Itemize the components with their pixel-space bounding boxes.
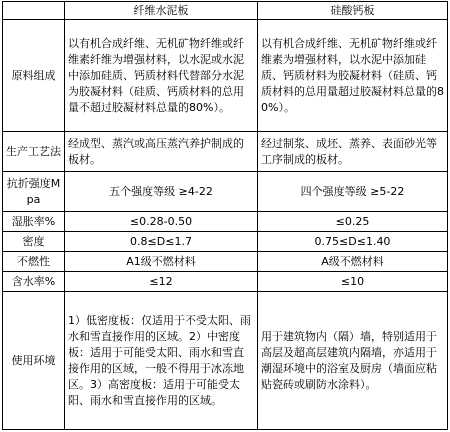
header-corner-cell <box>3 2 65 20</box>
cell-fiber-cement: 经成型、蒸汽或高压蒸汽养护制成的板材。 <box>65 132 258 172</box>
table-row-density <box>3 232 448 252</box>
cell-calcium-silicate: 0.75≤D≤1.40 <box>258 232 448 252</box>
cell-calcium-silicate: 经过制浆、成坯、蒸养、表面砂光等工序制成的板材。 <box>258 132 448 172</box>
table-row-noncombustibility <box>3 252 448 272</box>
cell-calcium-silicate: 四个强度等级 ≥5-22 <box>258 172 448 212</box>
cell-calcium-silicate: 用于建筑物内（隔）墙，特别适用于高层及超高层建筑内隔墙，亦适用于潮湿环境中的浴室及厨房（墙面应粘贴瓷砖或刷防水涂料）。 <box>258 292 448 430</box>
cell-fiber-cement: 0.8≤D≤1.7 <box>65 232 258 252</box>
cell-fiber-cement: ≤12 <box>65 272 258 292</box>
cell-fiber-cement: A1级不燃材料 <box>65 252 258 272</box>
table-header-row <box>3 2 448 20</box>
row-label: 使用环境 <box>3 292 65 430</box>
comparison-table <box>2 1 448 430</box>
header-calcium-silicate-board: 硅酸钙板 <box>258 2 448 20</box>
cell-calcium-silicate: A级不燃材料 <box>258 252 448 272</box>
row-label: 原料组成 <box>3 20 65 132</box>
row-label: 含水率% <box>3 272 65 292</box>
row-label: 湿胀率% <box>3 212 65 232</box>
row-label: 抗折强度Mpa <box>3 172 65 212</box>
cell-calcium-silicate: ≤10 <box>258 272 448 292</box>
cell-calcium-silicate: 以有机合成纤维、无机矿物纤维或纤维素为增强材料，以水泥中添加硅质、钙质材料为胶凝材料（硅质、钙质材料的总用量超过胶凝材料总量的80%）。 <box>258 20 448 132</box>
table-row-production-process <box>3 132 448 172</box>
cell-calcium-silicate: ≤0.25 <box>258 212 448 232</box>
table-row-raw-materials <box>3 20 448 132</box>
row-label: 密度 <box>3 232 65 252</box>
cell-fiber-cement: 以有机合成纤维、无机矿物纤维或纤维素纤维为增强材料，以水泥或水泥中添加硅质、钙质材料代替部分水泥为胶凝材料（硅质、钙质材料的总用量不超过胶凝材料总量的80%）。 <box>65 20 258 132</box>
table-row-wet-expansion <box>3 212 448 232</box>
cell-fiber-cement: 1）低密度板：仅适用于不受太阳、雨水和雪直接作用的区域。2）中密度板：适用于可能受太阳、雨水和雪直接作用的区域，一般不得用于冰冻地区。3）高密度板：适用于可能受太阳、雨水和雪直接作用的区域。 <box>65 292 258 430</box>
cell-fiber-cement: ≤0.28-0.50 <box>65 212 258 232</box>
table-row-application-environment <box>3 292 448 430</box>
table-row-moisture-content <box>3 272 448 292</box>
header-fiber-cement-board: 纤维水泥板 <box>65 2 258 20</box>
row-label: 不燃性 <box>3 252 65 272</box>
table-row-flexural-strength <box>3 172 448 212</box>
cell-fiber-cement: 五个强度等级 ≥4-22 <box>65 172 258 212</box>
row-label: 生产工艺法 <box>3 132 65 172</box>
